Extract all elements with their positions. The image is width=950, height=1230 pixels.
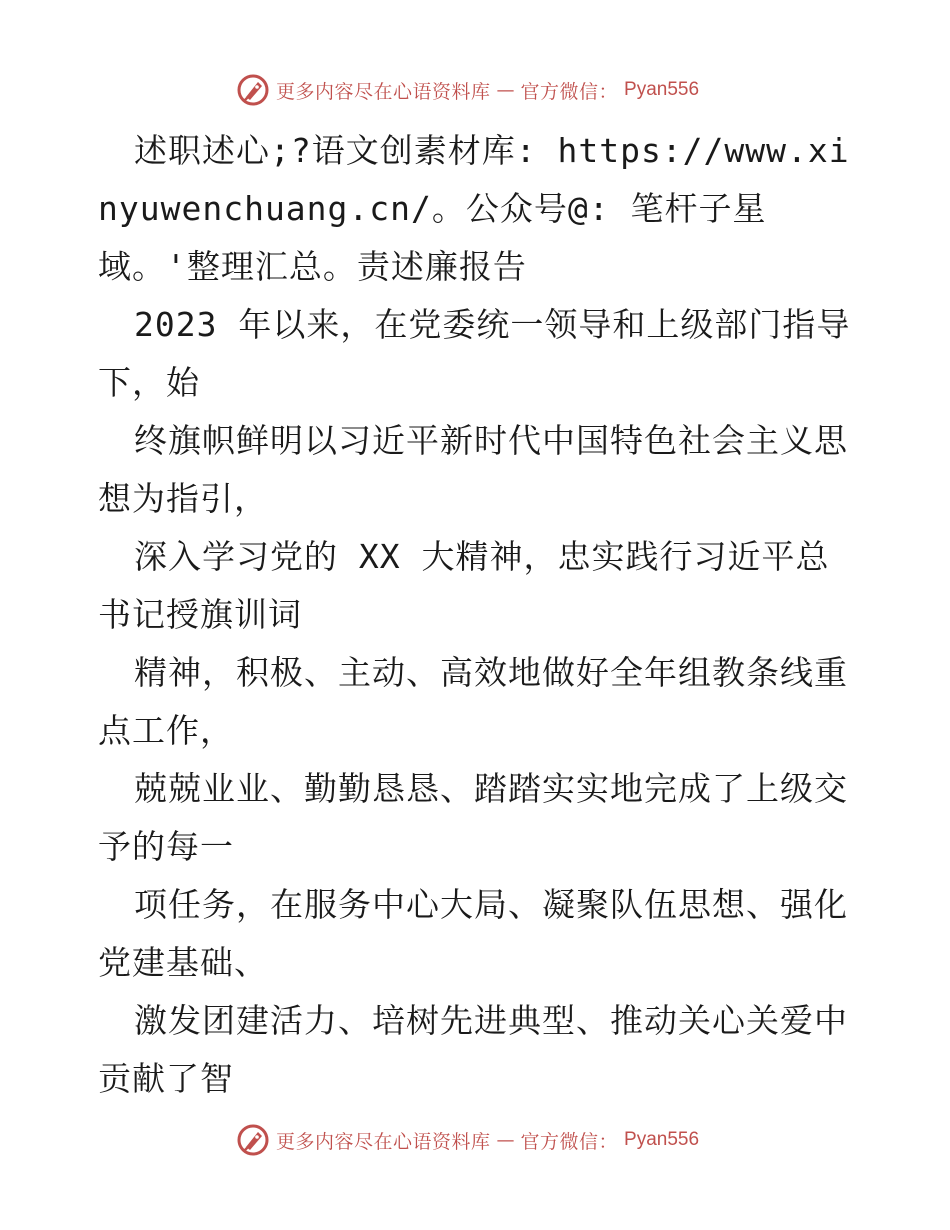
pen-nib-logo-icon	[236, 73, 270, 107]
paragraph: 终旗帜鲜明以习近平新时代中国特色社会主义思想为指引，	[98, 421, 848, 518]
watermark-wechat-id: Pyan556	[624, 79, 700, 100]
watermark-official: 官方微信：	[520, 80, 619, 103]
watermark-separator: —	[496, 79, 515, 101]
header-watermark	[236, 72, 699, 108]
watermark-wechat-id: Pyan556	[624, 1129, 700, 1150]
watermark-text: 更多内容尽在心语资料库	[276, 1130, 491, 1153]
document-body	[98, 122, 858, 1108]
paragraph: 述职述心;?语文创素材库: https://www.xinyuwenchuang.cn/。公众号@: 笔杆子星域。'整理汇总。责述廉报告	[98, 131, 850, 286]
paragraph: 精神，积极、主动、高效地做好全年组教条线重点工作，	[98, 653, 848, 750]
watermark-separator: —	[496, 1129, 515, 1151]
paragraph: 兢兢业业、勤勤恳恳、踏踏实实地完成了上级交予的每一	[98, 769, 848, 866]
watermark-text: 更多内容尽在心语资料库	[276, 80, 491, 103]
watermark-official: 官方微信：	[520, 1130, 619, 1153]
paragraph: 激发团建活力、培树先进典型、推动关心关爱中贡献了智	[98, 1001, 848, 1098]
pen-nib-logo-icon	[236, 1123, 270, 1157]
paragraph: 深入学习党的 XX 大精神，忠实践行习近平总书记授旗训词	[98, 537, 830, 634]
footer-watermark	[236, 1122, 699, 1158]
paragraph: 项任务，在服务中心大局、凝聚队伍思想、强化党建基础、	[98, 885, 848, 982]
paragraph: 2023 年以来，在党委统一领导和上级部门指导下，始	[98, 305, 851, 402]
